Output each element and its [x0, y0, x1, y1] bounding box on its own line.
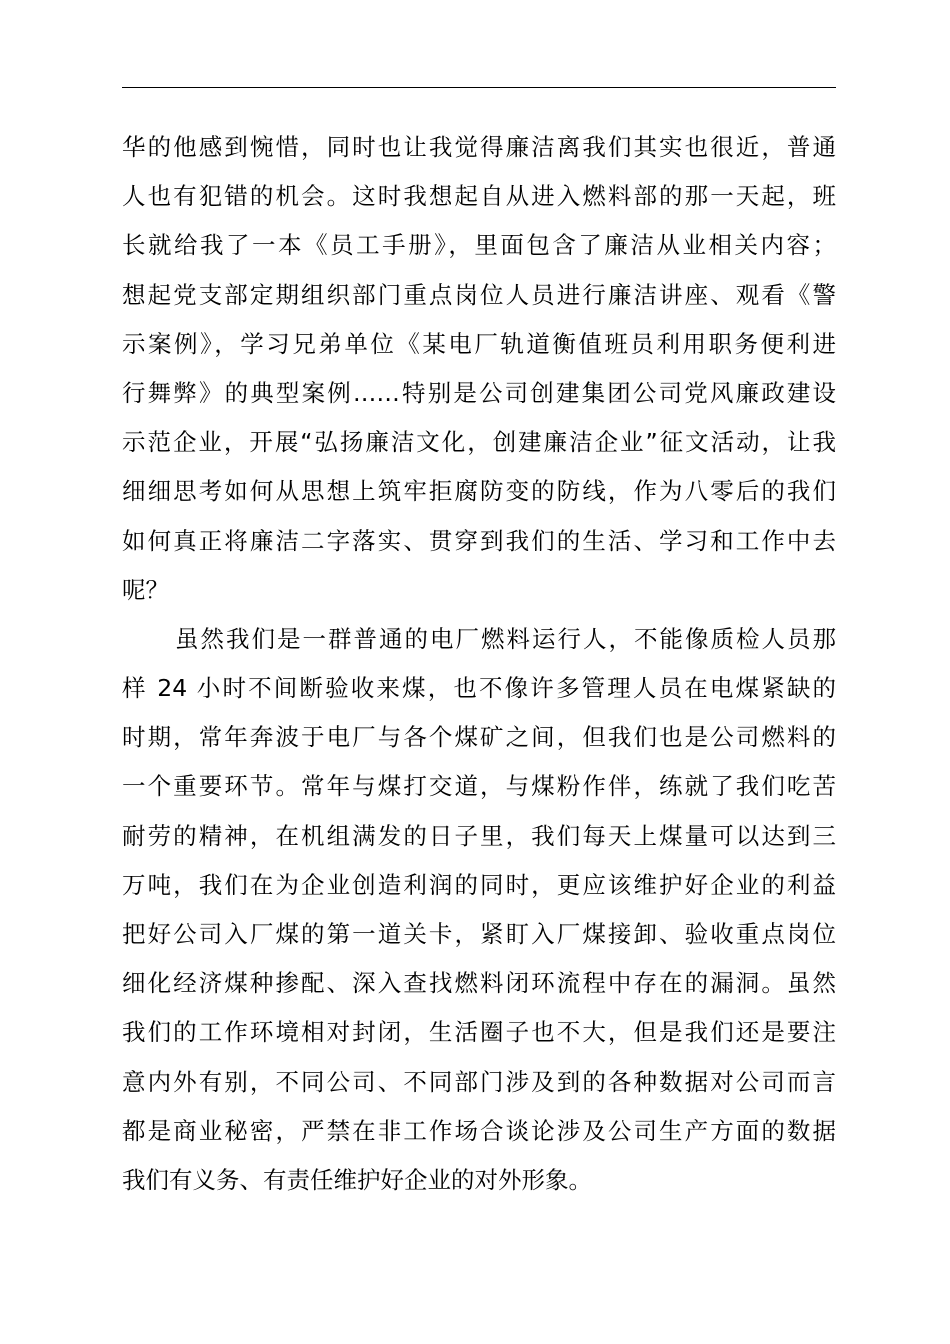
text-line: 耐劳的精神，在机组满发的日子里，我们每天上煤量可以达到三 [122, 821, 836, 850]
text-line: 想起党支部定期组织部门重点岗位人员进行廉洁讲座、观看《警 [122, 280, 836, 309]
text-line: 我们的工作环境相对封闭，生活圈子也不大，但是我们还是要注 [122, 1018, 836, 1047]
text-line: 都是商业秘密，严禁在非工作场合谈论涉及公司生产方面的数据 [122, 1116, 836, 1145]
text-line: 示范企业，开展“弘扬廉洁文化，创建廉洁企业”征文活动，让我 [122, 428, 836, 457]
text-line: 我们有义务、有责任维护好企业的对外形象。 [122, 1165, 592, 1194]
header-rule [122, 87, 836, 88]
text-line: 细化经济煤种掺配、深入查找燃料闭环流程中存在的漏洞。虽然 [122, 969, 836, 998]
text-line: 呢？ [122, 575, 169, 604]
text-line: 把好公司入厂煤的第一道关卡，紧盯入厂煤接卸、验收重点岗位 [122, 920, 836, 948]
text-line: 华的他感到惋惜，同时也让我觉得廉洁离我们其实也很近，普通 [122, 133, 836, 161]
text-line: 万吨，我们在为企业创造利润的同时，更应该维护好企业的利益 [122, 870, 836, 899]
text-line: 示案例》，学习兄弟单位《某电厂轨道衡值班员利用职务便利进 [122, 329, 836, 358]
text-line: 意内外有别，不同公司、不同部门涉及到的各种数据对公司而言 [122, 1067, 836, 1096]
text-line: 虽然我们是一群普通的电厂燃料运行人，不能像质检人员那 [175, 624, 836, 653]
text-line: 行舞弊》的典型案例……特别是公司创建集团公司党风廉政建设 [122, 378, 836, 407]
text-line: 人也有犯错的机会。这时我想起自从进入燃料部的那一天起，班 [122, 182, 836, 211]
text-line: 长就给我了一本《员工手册》，里面包含了廉洁从业相关内容； [122, 231, 836, 260]
text-line: 如何真正将廉洁二字落实、贯穿到我们的生活、学习和工作中去 [122, 526, 836, 555]
text-line: 细细思考如何从思想上筑牢拒腐防变的防线，作为八零后的我们 [122, 477, 836, 506]
text-line: 样 24 小时不间断验收来煤，也不像许多管理人员在电煤紧缺的 [122, 674, 836, 703]
body-text [122, 123, 836, 1205]
text-line: 时期，常年奔波于电厂与各个煤矿之间，但我们也是公司燃料的 [122, 723, 836, 752]
text-line: 一个重要环节。常年与煤打交道，与煤粉作伴，练就了我们吃苦 [122, 772, 836, 801]
